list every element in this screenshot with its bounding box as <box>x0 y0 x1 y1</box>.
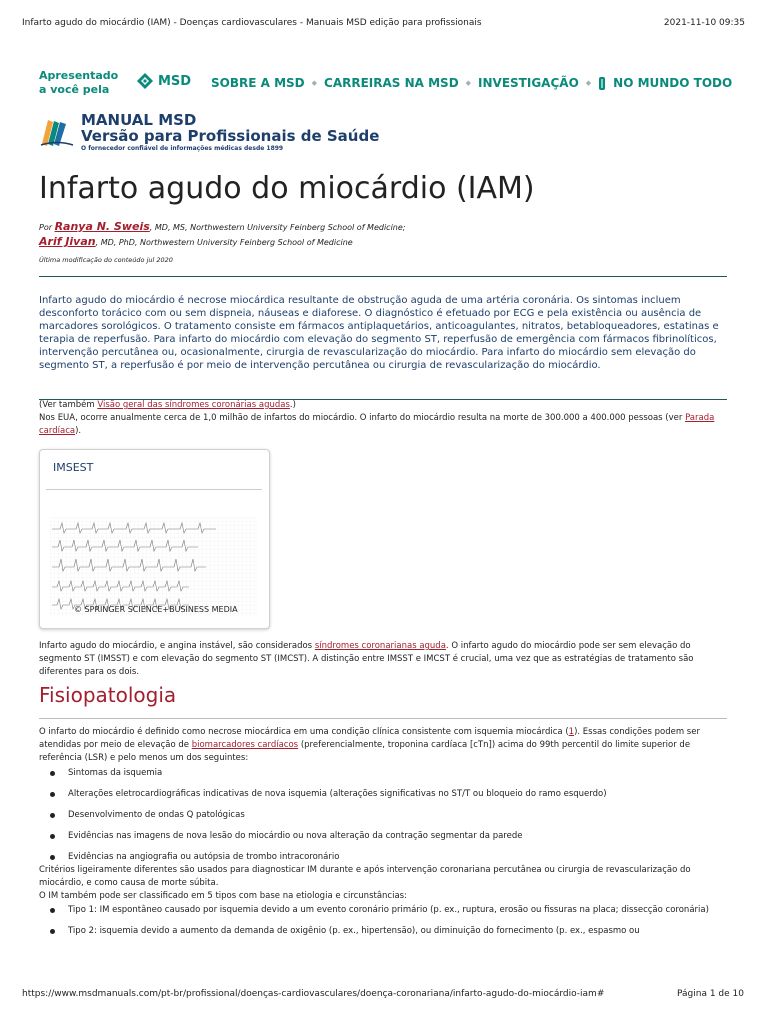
see-also-prefix: (Ver também <box>39 400 98 410</box>
definition-text-c: (preferencialmente, troponina cardíaca [cTn]) acima do 99th percentil do limite superior de referência (LSR) e pelo menos um dos seguintes: <box>39 740 691 763</box>
parada-cardiaca-link[interactable]: Parada cardíaca <box>39 413 715 436</box>
divider <box>39 276 727 277</box>
incidence-suffix: ). <box>75 426 82 436</box>
msd-logo-text: MSD <box>158 73 192 89</box>
see-also-paragraph <box>39 399 729 438</box>
definition-text-a: O infarto do miocárdio é definido como necrose miocárdica em uma condição clínica consistente com isquemia miocárdica ( <box>39 727 569 737</box>
nav-separator-icon: ◆ <box>465 79 472 87</box>
list-item: Evidências na angiografia ou autópsia de trombo intracoronário <box>39 851 729 864</box>
criteria-list <box>39 767 729 872</box>
see-also-suffix: .) <box>289 400 296 410</box>
figure-divider <box>46 489 262 490</box>
by-label: Por <box>39 223 53 232</box>
intro-text-a: Infarto agudo do miocárdio, e angina instável, são considerados <box>39 641 315 651</box>
criteria-notes <box>39 864 729 903</box>
types-list-clip <box>0 904 768 944</box>
top-navigation <box>211 76 732 90</box>
ecg-image <box>50 497 258 637</box>
criteria-note-2: O IM também pode ser classificado em 5 tipos com base na etiologia e circunstâncias: <box>39 891 407 901</box>
brand-subtitle: Versão para Profissionais de Saúde <box>81 127 380 145</box>
author1-affiliation: , MD, MS, Northwestern University Feinberg School of Medicine; <box>149 223 406 232</box>
presented-by-line1: Apresentado <box>39 69 119 82</box>
nav-carreiras[interactable]: CARREIRAS NA MSD <box>324 76 459 90</box>
intro-text-b: . O infarto agudo do miocárdio pode ser sem elevação do segmento ST (IMSST) e com elevação do segmento ST (IMCST). A distinção entre IMSST e IMCST é crucial, uma vez que as estratégias de tratamento são diferentes para os dois. <box>39 641 694 677</box>
list-item: Desenvolvimento de ondas Q patológicas <box>39 809 729 822</box>
nav-sobre-msd[interactable]: SOBRE A MSD <box>211 76 305 90</box>
manual-msd-brand[interactable] <box>39 112 379 153</box>
author-ranya-link[interactable]: Ranya N. Sweis <box>54 220 150 233</box>
msd-logo-link[interactable] <box>136 72 191 90</box>
list-item: Tipo 1: IM espontâneo causado por isquemia devido a um evento coronário primário (p. ex., ruptura, erosão ou fissuras na placa; dissecção coronária) <box>39 904 729 917</box>
print-footer-page: Página 1 de 10 <box>677 989 744 999</box>
last-updated: Última modificação do conteúdo jul 2020 <box>39 256 173 264</box>
globe-icon <box>598 77 606 90</box>
print-header-datetime: 2021-11-10 09:35 <box>663 18 745 28</box>
article-summary: Infarto agudo do miocárdio é necrose miocárdica resultante de obstrução aguda de uma artéria coronária. Os sintomas incluem desconforto torácico com ou sem dispneia, náuseas e diaforese. O diagnóstico é efetuado por ECG e pela existência ou ausência de marcadores sorológicos. O tratamento consiste em fármacos antiplaquetários, anticoagulantes, nitratos, betabloqueadores, estatinas e terapia de reperfusão. Para infarto do miocárdio com elevação do segmento ST, reperfusão de emergência com fármacos fibrinolíticos, intervenção percutânea ou, ocasionalmente, cirurgia de revascularização do miocárdio. Para infarto do miocárdio sem elevação do segmento ST, a reperfusão é por meio de intervenção percutânea ou cirurgia de revascularização do miocárdio. <box>39 295 719 371</box>
nav-separator-icon: ◆ <box>585 79 592 87</box>
brand-title: MANUAL MSD <box>81 111 197 129</box>
author-arif-link[interactable]: Arif Jivan <box>39 235 96 248</box>
msd-logo-icon <box>136 72 154 90</box>
manual-book-logo-icon <box>39 112 75 148</box>
figure-title: IMSEST <box>53 461 94 474</box>
see-also-link[interactable]: Visão geral das síndromes coronárias agudas <box>97 400 290 410</box>
intro-paragraph <box>39 640 729 679</box>
list-item: Tipo 2: isquemia devido a aumento da demanda de oxigênio (p. ex., hipertensão), ou diminuição do fornecimento (p. ex., espasmo ou <box>39 925 729 938</box>
article-title: Infarto agudo do miocárdio (IAM) <box>39 171 535 206</box>
section-heading-fisiopatologia: Fisiopatologia <box>39 683 177 707</box>
biomarcadores-link[interactable]: biomarcadores cardíacos <box>191 740 299 750</box>
nav-investigacao[interactable]: INVESTIGAÇÃO <box>478 76 579 90</box>
nav-mundo-todo[interactable]: NO MUNDO TODO <box>613 76 733 90</box>
author2-affiliation: , MD, PhD, Northwestern University Feinberg School of Medicine <box>95 238 353 247</box>
section-divider <box>39 718 727 719</box>
sindromes-coronarianas-link[interactable]: síndromes coronarianas aguda <box>314 641 446 651</box>
brand-tagline: O fornecedor confiável de informações médicas desde 1899 <box>81 145 284 152</box>
figure-credit: © SPRINGER SCIENCE+BUSINESS MEDIA <box>74 605 238 614</box>
reference-1-link[interactable]: 1 <box>568 727 575 737</box>
list-item: Alterações eletrocardiográficas indicativas de nova isquemia (alterações significativas no ST/T ou bloqueio do ramo esquerdo) <box>39 788 729 801</box>
print-header-title: Infarto agudo do miocárdio (IAM) - Doenças cardiovasculares - Manuais MSD edição para profissionais <box>22 18 482 28</box>
criteria-note-1: Critérios ligeiramente diferentes são usados para diagnosticar IM durante e após intervenção coronariana percutânea ou cirurgia de revascularização do miocárdio, e como causa de morte súbita. <box>39 865 691 888</box>
list-item: Sintomas da isquemia <box>39 767 729 780</box>
definition-paragraph <box>39 726 729 765</box>
authors-block <box>39 220 405 250</box>
presented-by-line2: a você pela <box>39 83 110 96</box>
definition-text-b: ). Essas condições podem ser atendidas por meio de elevação de <box>39 727 700 750</box>
imsest-figure-card[interactable] <box>39 449 270 629</box>
types-list <box>39 904 729 944</box>
incidence-text: Nos EUA, ocorre anualmente cerca de 1,0 milhão de infartos do miocárdio. O infarto do miocárdio resulta na morte de 300.000 a 400.000 pessoas (ver <box>39 413 686 423</box>
presented-by <box>39 69 118 97</box>
list-item: Evidências nas imagens de nova lesão do miocárdio ou nova alteração da contração segmentar da parede <box>39 830 729 843</box>
nav-separator-icon: ◆ <box>311 79 318 87</box>
print-footer-url: https://www.msdmanuals.com/pt-br/profissional/doenças-cardiovasculares/doença-coronariana/infarto-agudo-do-miocárdio-iam# <box>22 989 605 999</box>
